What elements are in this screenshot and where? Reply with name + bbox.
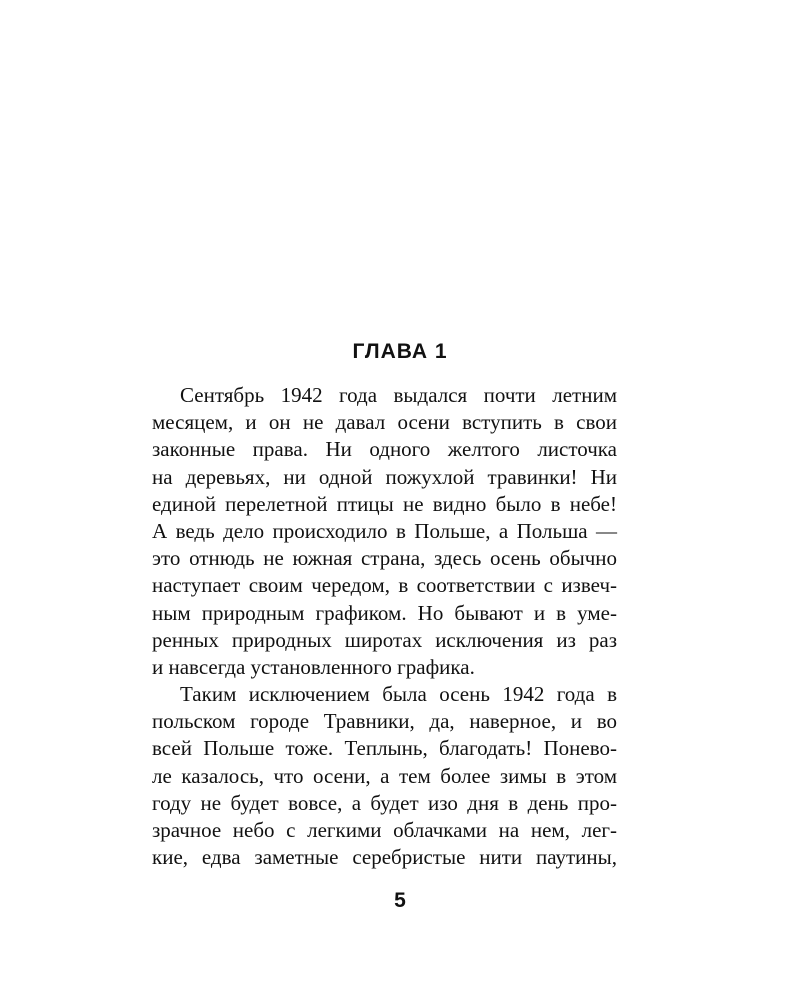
paragraph-2-line-7: кие, едва заметные серебристые нити паутины, [152,845,617,870]
page-number: 5 [394,889,406,912]
paragraph-1-line-8: наступает своим чередом, в соответствии с извеч- [152,573,617,598]
paragraph-1-line-5: единой перелетной птицы не видно было в небе! [152,491,617,516]
paragraph-1-line-4: на деревьях, ни одной пожухлой травинки! Ни [152,464,617,489]
paragraph-2-line-5: году не будет вовсе, а будет изо дня в день про- [152,790,617,815]
paragraph-1-line-7: это отнюдь не южная страна, здесь осень обычно [152,546,617,571]
paragraph-1-line-2: месяцем, и он не давал осени вступить в свои [152,410,617,435]
paragraph-1-line-11: и навсегда установленного графика. [152,654,475,679]
chapter-title: ГЛАВА 1 [352,340,448,363]
paragraph-1-line-1: Сентябрь 1942 года выдался почти летним [180,383,617,407]
paragraph-1-line-10: ренных природных широтах исключения из раз [152,627,617,652]
paragraph-2-line-2: польском городе Травники, да, наверное, и во [152,709,617,734]
paragraph-1-line-9: ным природным графиком. Но бывают и в уме- [152,600,617,625]
paragraph-2-line-1: Таким исключением была осень 1942 года в [180,682,617,707]
paragraph-1-line-6: А ведь дело происходило в Польше, а Польша — [152,518,617,543]
paragraph-1-line-3: законные права. Ни одного желтого листочка [152,437,617,462]
paragraph-2-line-3: всей Польше тоже. Теплынь, благодать! Понево- [152,736,617,761]
chapter-body [152,382,617,871]
paragraph-2-line-4: ле казалось, что осени, а тем более зимы в этом [152,763,617,788]
paragraph-2-line-6: зрачное небо с легкими облачками на нем, лег- [152,818,617,842]
